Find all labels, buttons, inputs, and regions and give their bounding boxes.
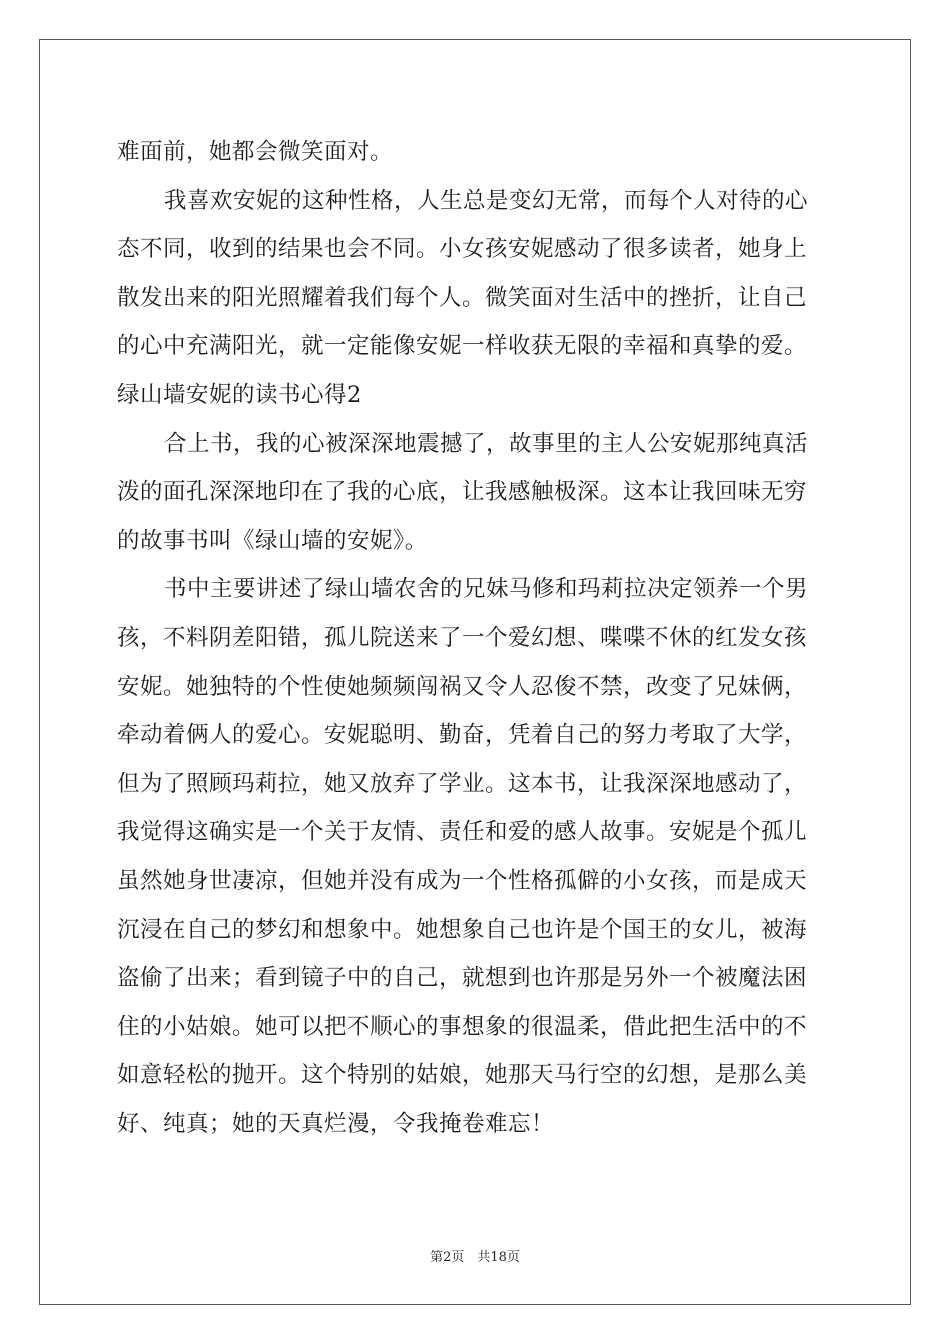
text-line: 我觉得这确实是一个关于友情、责任和爱的感人故事。安妮是个孤儿 (117, 819, 808, 846)
text-line: 难面前，她都会微笑面对。 (117, 139, 394, 165)
text-line: 散发出来的阳光照耀着我们每个人。微笑面对生活中的挫折，让自己 (117, 284, 808, 311)
text-line: 安妮。她独特的个性使她频频闯祸又令人忍俊不禁，改变了兄妹俩， (117, 673, 808, 700)
text-line: 孩，不料阴差阳错，孤儿院送来了一个爱幻想、喋喋不休的红发女孩 (117, 624, 808, 651)
text-line: 如意轻松的抛开。这个特别的姑娘，她那天马行空的幻想，是那么美 (117, 1062, 808, 1089)
heading-text: 绿山墙安妮的读书心得2 (117, 381, 362, 408)
text-line: 虽然她身世凄凉，但她并没有成为一个性格孤僻的小女孩，而是成天 (117, 867, 808, 894)
text-line: 好、纯真；她的天真烂漫，令我掩卷难忘！ (117, 1110, 555, 1137)
text-line: 泼的面孔深深地印在了我的心底，让我感触极深。这本让我回味无穷 (117, 479, 808, 506)
text-line: 我喜欢安妮的这种性格，人生总是变幻无常，而每个人对待的心 (164, 187, 809, 214)
section-heading (117, 371, 833, 420)
text-line: 书中主要讲述了绿山墙农舍的兄妹马修和玛莉拉决定领养一个男 (164, 576, 809, 603)
text-line: 盗偷了出来；看到镜子中的自己，就想到也许那是另外一个被魔法困 (117, 965, 808, 992)
text-line: 沉浸在自己的梦幻和想象中。她想象自己也许是个国王的女儿，被海 (117, 916, 808, 943)
text-line: 的心中充满阳光，就一定能像安妮一样收获无限的幸福和真挚的爱。 (117, 333, 808, 360)
document-body (117, 128, 833, 1148)
text-line: 的故事书叫《绿山墙的安妮》。 (117, 527, 428, 554)
text-line: 但为了照顾玛莉拉，她又放弃了学业。这本书，让我深深地感动了， (117, 770, 808, 797)
page-number-footer: 第2页 共18页 (430, 1250, 520, 1265)
text-line: 合上书，我的心被深深地震撼了，故事里的主人公安妮那纯真活 (164, 430, 809, 457)
paragraph (117, 565, 833, 1148)
text-line: 住的小姑娘。她可以把不顺心的事想象的很温柔，借此把生活中的不 (117, 1013, 808, 1040)
text-line: 牵动着俩人的爱心。安妮聪明、勤奋，凭着自己的努力考取了大学， (117, 722, 808, 749)
paragraph (117, 128, 833, 177)
paragraph (117, 177, 833, 371)
text-line: 态不同，收到的结果也会不同。小女孩安妮感动了很多读者，她身上 (117, 236, 808, 263)
paragraph (117, 420, 833, 566)
